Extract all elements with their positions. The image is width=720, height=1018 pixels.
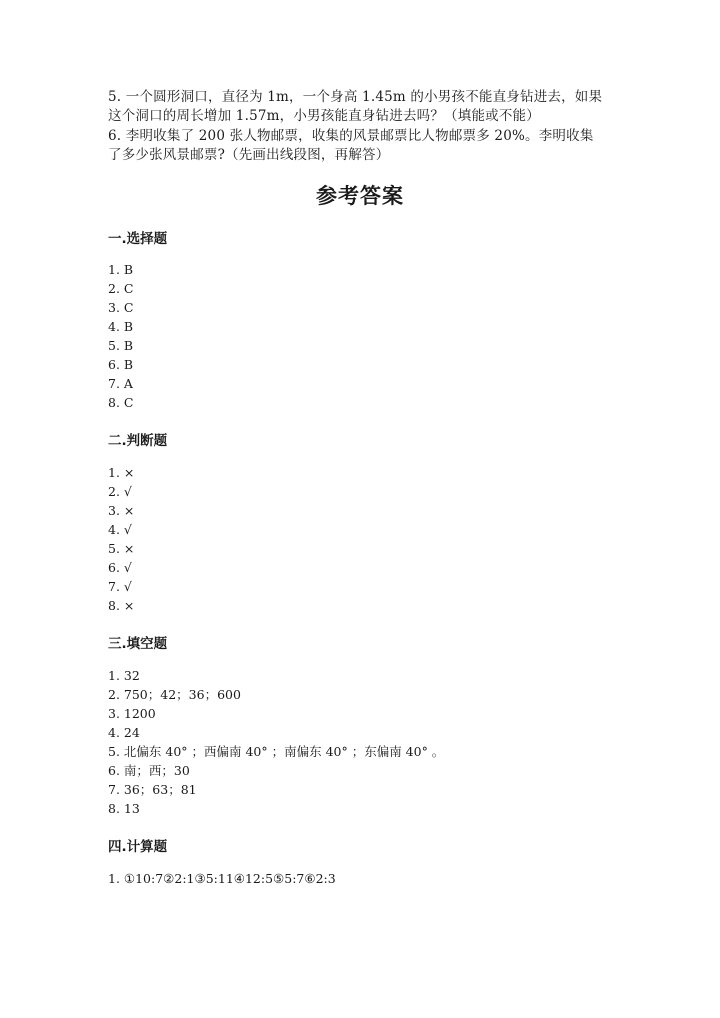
answer-line: 5. B (108, 338, 134, 353)
answer-line: 8. × (108, 598, 135, 613)
answer-line: 1. B (108, 262, 134, 277)
section-heading-judgement: 二.判断题 (108, 433, 168, 449)
answer-line: 2. C (108, 281, 134, 296)
question-6-line-2: 了多少张风景邮票?（先画出线段图，再解答） (108, 147, 390, 163)
answer-line: 4. B (108, 319, 134, 334)
answer-line: 4. 24 (108, 725, 140, 740)
answer-line: 7. 36；63；81 (108, 782, 197, 797)
answer-line: 2. 750；42；36；600 (108, 687, 241, 702)
answer-line: 8. C (108, 395, 134, 410)
question-6-line-1: 6. 李明收集了 200 张人物邮票，收集的风景邮票比人物邮票多 20%。李明收集 (108, 128, 594, 144)
answer-line: 6. 南；西；30 (108, 763, 190, 778)
answer-line: 7. √ (108, 579, 132, 594)
answer-line: 3. 1200 (108, 706, 156, 721)
section-heading-choice: 一.选择题 (108, 231, 168, 247)
question-5-line-2: 这个洞口的周长增加 1.57m，小男孩能直身钻进去吗？（填能或不能） (108, 108, 540, 124)
answer-line: 1. × (108, 465, 135, 480)
answer-line: 3. × (108, 503, 135, 518)
answer-line: 8. 13 (108, 801, 140, 816)
section-heading-calculation: 四.计算题 (108, 839, 168, 855)
question-5-line-1: 5. 一个圆形洞口，直径为 1m，一个身高 1.45m 的小男孩不能直身钻进去，如果 (108, 89, 603, 105)
answer-line: 4. √ (108, 522, 132, 537)
section-heading-fill-blank: 三.填空题 (108, 636, 168, 652)
answer-line: 7. A (108, 376, 133, 391)
answer-line: 1. 32 (108, 668, 140, 683)
answer-line: 3. C (108, 300, 134, 315)
answer-line: 6. √ (108, 560, 132, 575)
answer-title: 参考答案 (316, 183, 404, 208)
answer-line: 2. √ (108, 484, 132, 499)
answer-line: 5. 北偏东 40° ；西偏南 40° ；南偏东 40° ；东偏南 40° 。 (108, 744, 445, 759)
answer-line: 6. B (108, 357, 134, 372)
answer-line: 1. ①10:7②2:1③5:11④12:5⑤5:7⑥2:3 (108, 871, 336, 886)
answer-line: 5. × (108, 541, 135, 556)
